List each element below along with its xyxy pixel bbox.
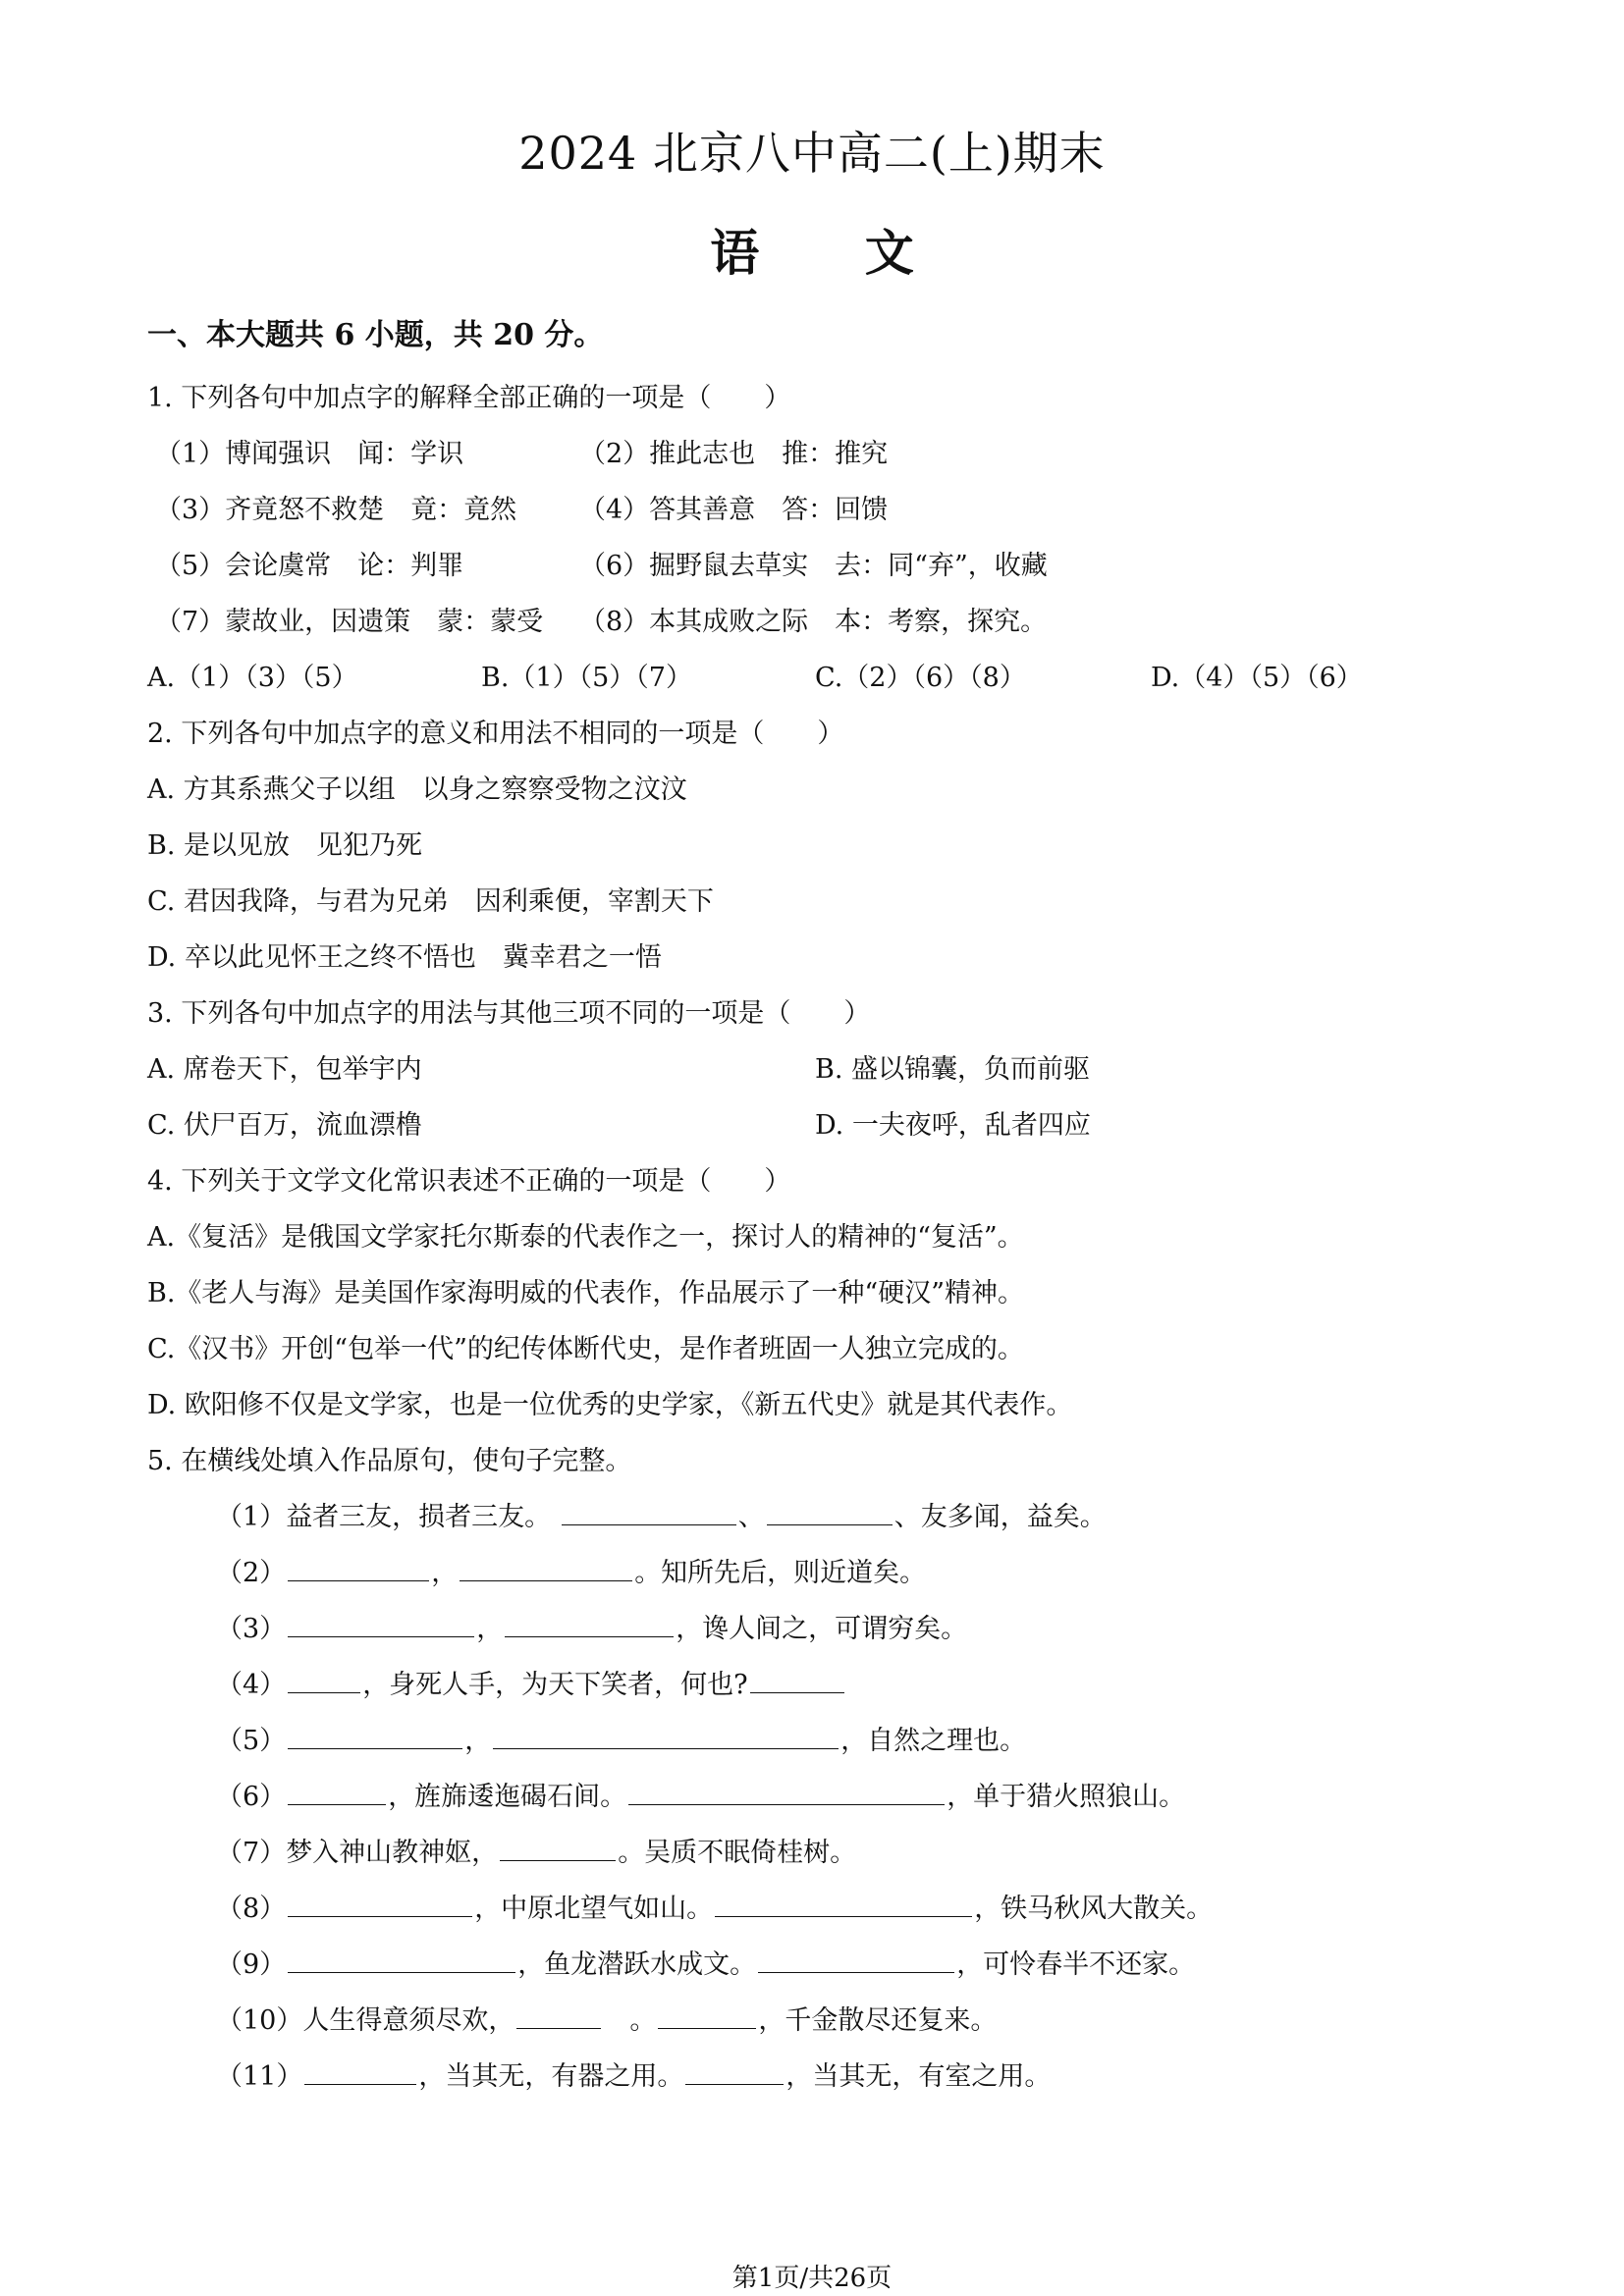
item-text: ，谗人间之，可谓穷矣。: [676, 1614, 968, 1644]
answer-blank[interactable]: [500, 1835, 616, 1861]
item-number: （8）: [216, 1894, 287, 1924]
q1-item-1: （1）博闻强识 闻：学识: [155, 439, 464, 469]
answer-blank[interactable]: [288, 1891, 472, 1917]
q1-item-8: （8）本其成败之际 本：考察，探究。: [579, 607, 1048, 637]
q2-option-b: B. 是以见放 见犯乃死: [147, 830, 423, 861]
answer-blank[interactable]: [505, 1611, 674, 1637]
item-text: ，自然之理也。: [840, 1726, 1027, 1756]
q5-item-3: [216, 1610, 967, 1649]
q5-item-6: [216, 1778, 1185, 1817]
q2-stem: 2. 下列各句中加点字的意义和用法不相同的一项是（ ）: [147, 719, 844, 749]
q1-option-a: A.（1）（3）（5）: [147, 663, 358, 693]
item-text: ，鱼龙潜跃水成文。: [517, 1949, 757, 1980]
answer-blank[interactable]: [685, 2058, 784, 2085]
item-text: ，身死人手，为天下笑者，何也?: [362, 1670, 748, 1700]
answer-blank[interactable]: [562, 1499, 736, 1525]
item-number: （5）: [216, 1726, 287, 1756]
q4-option-d: D. 欧阳修不仅是文学家，也是一位优秀的史学家，《新五代史》就是其代表作。: [147, 1390, 1073, 1420]
q2-option-a: A. 方其系燕父子以组 以身之察察受物之汶汶: [147, 774, 687, 805]
answer-blank[interactable]: [288, 1611, 474, 1637]
answer-blank[interactable]: [288, 1555, 429, 1581]
item-text: ，千金散尽还复来。: [758, 2005, 998, 2036]
q3-stem: 3. 下列各句中加点字的用法与其他三项不同的一项是（ ）: [147, 998, 871, 1029]
q1-item-6: （6）掘野鼠去草实 去：同“弃”，收藏: [579, 551, 1048, 581]
q1-item-5: （5）会论虞常 论：判罪: [155, 551, 464, 581]
answer-blank[interactable]: [288, 1723, 462, 1749]
item-number: （11）: [216, 2061, 303, 2092]
item-number: （4）: [216, 1670, 287, 1700]
item-text: ，旌旆逶迤碣石间。: [388, 1782, 627, 1812]
q3-option-c: C. 伏尸百万，流血漂橹: [147, 1110, 422, 1141]
answer-blank[interactable]: [304, 2058, 416, 2085]
answer-blank[interactable]: [288, 1779, 386, 1805]
q5-item-11: [216, 2057, 1051, 2097]
answer-blank[interactable]: [493, 1723, 839, 1749]
item-text: 、友多闻，益矣。: [893, 1502, 1107, 1532]
answer-blank[interactable]: [628, 1779, 945, 1805]
item-text: 益者三友，损者三友。: [286, 1502, 552, 1532]
q3-option-d: D. 一夫夜呼，乱者四应: [815, 1110, 1091, 1141]
answer-blank[interactable]: [288, 1947, 515, 1973]
item-text: 。: [629, 2005, 657, 2036]
item-text: ，可怜春半不还家。: [956, 1949, 1196, 1980]
exam-title: 2024 北京八中高二(上)期末: [518, 127, 1106, 180]
item-text: ，当其无，有器之用。: [418, 2061, 684, 2092]
item-text: ，当其无，有室之用。: [785, 2061, 1052, 2092]
item-text: ，单于猎火照狼山。: [947, 1782, 1186, 1812]
q2-option-d: D. 卒以此见怀王之终不悟也 冀幸君之一悟: [147, 942, 662, 973]
item-text: ，: [431, 1558, 459, 1588]
item-text: 。知所先后，则近道矣。: [634, 1558, 927, 1588]
q1-item-7: （7）蒙故业，因遗策 蒙：蒙受: [155, 607, 544, 637]
item-number: （1）: [216, 1502, 287, 1532]
page-number: 第1页/共26页: [731, 2264, 893, 2293]
answer-blank[interactable]: [288, 1667, 360, 1693]
q1-option-c: C.（2）（6）（8）: [815, 663, 1026, 693]
q5-item-9: [216, 1946, 1195, 1985]
q1-item-3: （3）齐竟怒不救楚 竟：竟然: [155, 495, 517, 525]
answer-blank[interactable]: [658, 2002, 756, 2029]
item-number: （9）: [216, 1949, 287, 1980]
item-number: （7）: [216, 1838, 287, 1868]
item-text: ，铁马秋风大散关。: [974, 1894, 1214, 1924]
item-text: ，中原北望气如山。: [474, 1894, 714, 1924]
item-number: （6）: [216, 1782, 287, 1812]
section-heading: 一、本大题共 6 小题，共 20 分。: [147, 318, 604, 352]
q5-item-4: [216, 1666, 846, 1705]
item-text: 人生得意须尽欢，: [302, 2005, 515, 2036]
q1-item-2: （2）推此志也 推：推究: [579, 439, 889, 469]
item-text: ，: [464, 1726, 492, 1756]
q1-option-d: D.（4）（5）（6）: [1151, 663, 1363, 693]
q1-item-4: （4）答其善意 答：回馈: [579, 495, 889, 525]
answer-blank[interactable]: [750, 1667, 844, 1693]
item-number: （3）: [216, 1614, 287, 1644]
q1-option-b: B.（1）（5）（7）: [481, 663, 692, 693]
q4-stem: 4. 下列关于文学文化常识表述不正确的一项是（ ）: [147, 1166, 791, 1197]
q4-option-c: C.《汉书》开创“包举一代”的纪传体断代史，是作者班固一人独立完成的。: [147, 1334, 1024, 1364]
q5-item-5: [216, 1722, 1026, 1761]
item-number: （10）: [216, 2005, 303, 2036]
item-text: 。吴质不眠倚桂树。: [618, 1838, 857, 1868]
answer-blank[interactable]: [767, 1499, 893, 1525]
item-text: ，: [476, 1614, 504, 1644]
q5-stem: 5. 在横线处填入作品原句，使句子完整。: [147, 1446, 632, 1476]
answer-blank[interactable]: [758, 1947, 954, 1973]
q5-item-7: [216, 1834, 856, 1873]
q5-item-1: [216, 1498, 1107, 1537]
item-text: 、: [737, 1502, 765, 1532]
q5-item-2: [216, 1554, 926, 1593]
q5-item-8: [216, 1890, 1213, 1929]
item-text: 梦入神山教神妪，: [286, 1838, 499, 1868]
answer-blank[interactable]: [516, 2002, 601, 2029]
item-number: （2）: [216, 1558, 287, 1588]
q3-option-b: B. 盛以锦囊，负而前驱: [815, 1054, 1091, 1085]
q2-option-c: C. 君因我降，与君为兄弟 因利乘便，宰割天下: [147, 886, 714, 917]
subject-title: 语 文: [710, 224, 914, 282]
q4-option-b: B.《老人与海》是美国作家海明威的代表作，作品展示了一种“硬汉”精神。: [147, 1278, 1025, 1308]
q3-option-a: A. 席卷天下，包举宇内: [147, 1054, 422, 1085]
q5-item-10: [216, 2002, 997, 2041]
answer-blank[interactable]: [460, 1555, 632, 1581]
q4-option-a: A.《复活》是俄国文学家托尔斯泰的代表作之一，探讨人的精神的“复活”。: [147, 1222, 1024, 1253]
answer-blank[interactable]: [715, 1891, 972, 1917]
q1-stem: 1. 下列各句中加点字的解释全部正确的一项是（ ）: [147, 383, 791, 413]
